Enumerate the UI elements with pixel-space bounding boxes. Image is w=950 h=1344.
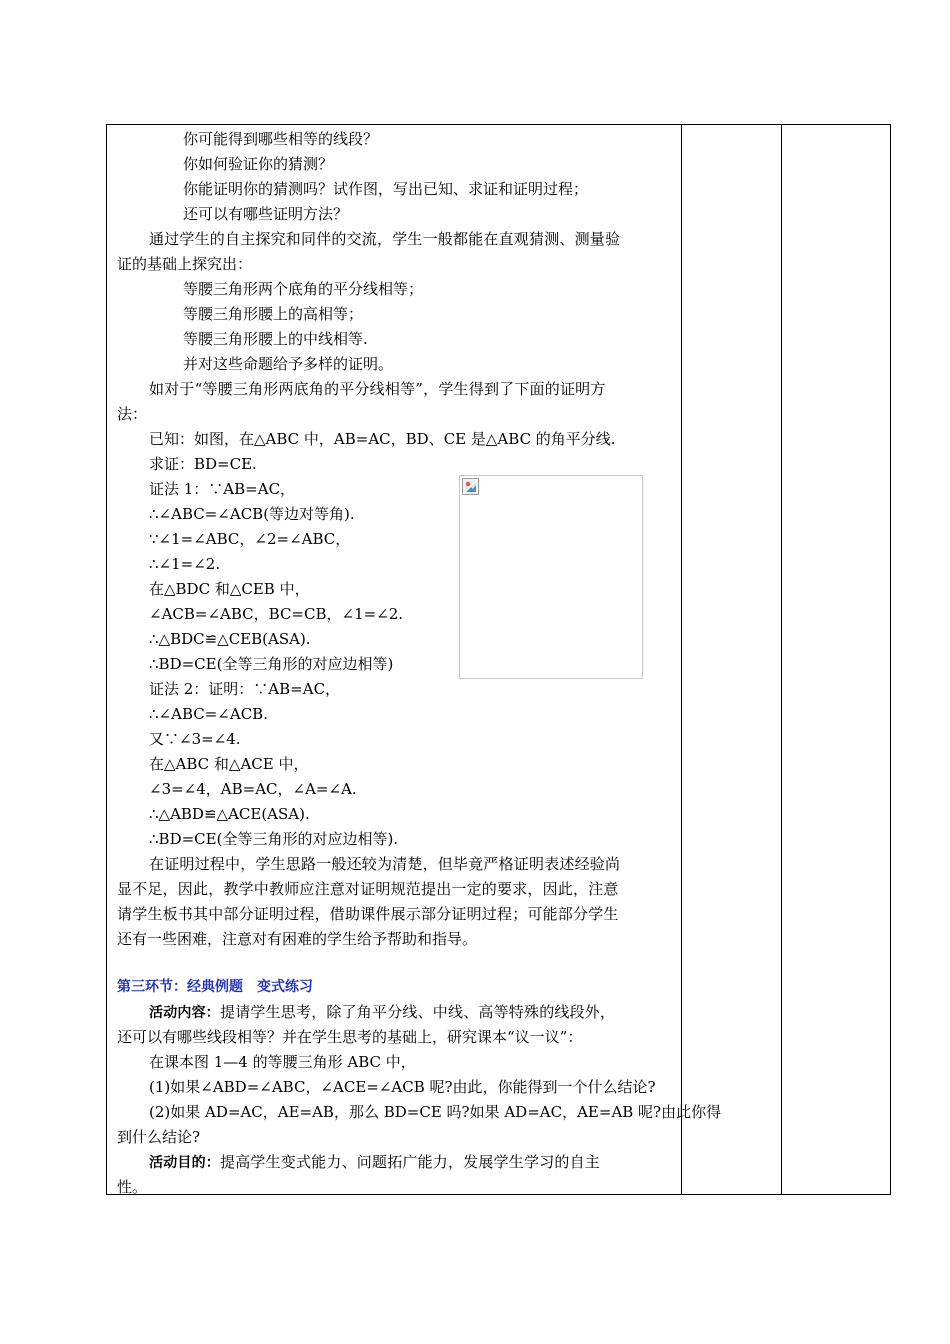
activity-content-label: 活动内容： xyxy=(149,1005,220,1021)
text-line: ∴△BDC≌△CEB(ASA). xyxy=(149,630,311,648)
activity-purpose-label: 活动目的： xyxy=(149,1155,220,1171)
text-line: ∴∠ABC=∠ACB. xyxy=(149,705,268,723)
text-line: 到什么结论? xyxy=(117,1128,201,1146)
text-line: 证的基础上探究出： xyxy=(117,255,253,273)
activity-content-text: 提请学生思考，除了角平分线、中线、高等特殊的线段外， xyxy=(220,1003,616,1021)
activity-purpose-text: 提高学生变式能力、问题拓广能力，发展学生学习的自主 xyxy=(220,1153,601,1171)
text-line: ∴∠ABC=∠ACB(等边对等角). xyxy=(149,505,355,523)
column-divider xyxy=(681,125,682,1194)
text-line: 已知：如图，在△ABC 中，AB=AC，BD、CE 是△ABC 的角平分线. xyxy=(149,430,616,448)
text-line: 在课本图 1—4 的等腰三角形 ABC 中， xyxy=(149,1053,416,1071)
text-line: 求证：BD=CE. xyxy=(149,455,257,473)
section-heading: 第三环节：经典例题 变式练习 xyxy=(117,979,313,995)
text-line: ∴△ABD≌△ACE(ASA). xyxy=(149,805,310,823)
question-1: (1)如果∠ABD=∠ABC，∠ACE=∠ACB 呢?由此，你能得到一个什么结论? xyxy=(149,1078,656,1096)
text-line: 等腰三角形两个底角的平分线相等； xyxy=(183,280,424,298)
text-line: 请学生板书其中部分证明过程，借助课件展示部分证明过程；可能部分学生 xyxy=(117,905,619,923)
text-line: 如对于“等腰三角形两底角的平分线相等”，学生得到了下面的证明方 xyxy=(149,380,606,398)
text-line: ∴∠1=∠2. xyxy=(149,555,221,573)
figure-placeholder xyxy=(459,475,643,679)
text-line: ∠ACB=∠ABC，BC=CB，∠1=∠2. xyxy=(149,605,404,623)
text-line: 你可能得到哪些相等的线段？ xyxy=(183,130,379,148)
question-2: (2)如果 AD=AC，AE=AB，那么 BD=CE 吗?如果 AD=AC，AE=AB 呢?由此你得 xyxy=(149,1103,722,1121)
text-line: 等腰三角形腰上的中线相等. xyxy=(183,330,368,348)
text-line: ∵∠1=∠ABC，∠2=∠ABC， xyxy=(149,530,351,548)
text-line: 并对这些命题给予多样的证明。 xyxy=(183,355,394,373)
text-line: 你能证明你的猜测吗？试作图，写出已知、求证和证明过程； xyxy=(183,180,589,198)
text-line: 又∵∠3=∠4. xyxy=(149,730,241,748)
text-line: 还可以有哪些证明方法？ xyxy=(183,205,349,223)
text-line: ∠3=∠4，AB=AC，∠A=∠A. xyxy=(149,780,357,798)
text-line: 证法 2：证明：∵AB=AC， xyxy=(149,680,341,698)
text-line: 你如何验证你的猜测？ xyxy=(183,155,334,173)
text-line: 在△BDC 和△CEB 中， xyxy=(149,580,310,598)
text-line: ∴BD=CE(全等三角形的对应边相等). xyxy=(149,830,399,848)
text-line: 通过学生的自主探究和同伴的交流，学生一般都能在直观猜测、测量验 xyxy=(149,230,621,248)
text-line: 还可以有哪些线段相等？并在学生思考的基础上，研究课本“议一议”： xyxy=(117,1028,583,1046)
text-line: 证法 1：∵AB=AC， xyxy=(149,480,296,498)
broken-image-icon xyxy=(462,478,479,495)
text-line: 还有一些困难，注意对有困难的学生给予帮助和指导。 xyxy=(117,930,478,948)
text-line: 等腰三角形腰上的高相等； xyxy=(183,305,364,323)
column-divider xyxy=(781,125,782,1194)
text-line: 在证明过程中，学生思路一般还较为清楚，但毕竟严格证明表述经验尚 xyxy=(149,855,621,873)
text-line: 法： xyxy=(117,405,148,423)
lesson-table xyxy=(106,124,891,1195)
text-line: 显不足，因此，教学中教师应注意对证明规范提出一定的要求，因此，注意 xyxy=(117,880,619,898)
activity-content-line xyxy=(149,1002,615,1023)
text-line: 在△ABC 和△ACE 中， xyxy=(149,755,309,773)
text-line: ∴BD=CE(全等三角形的对应边相等) xyxy=(149,655,394,673)
activity-purpose-line xyxy=(149,1152,600,1173)
text-line: 性。 xyxy=(117,1178,148,1196)
